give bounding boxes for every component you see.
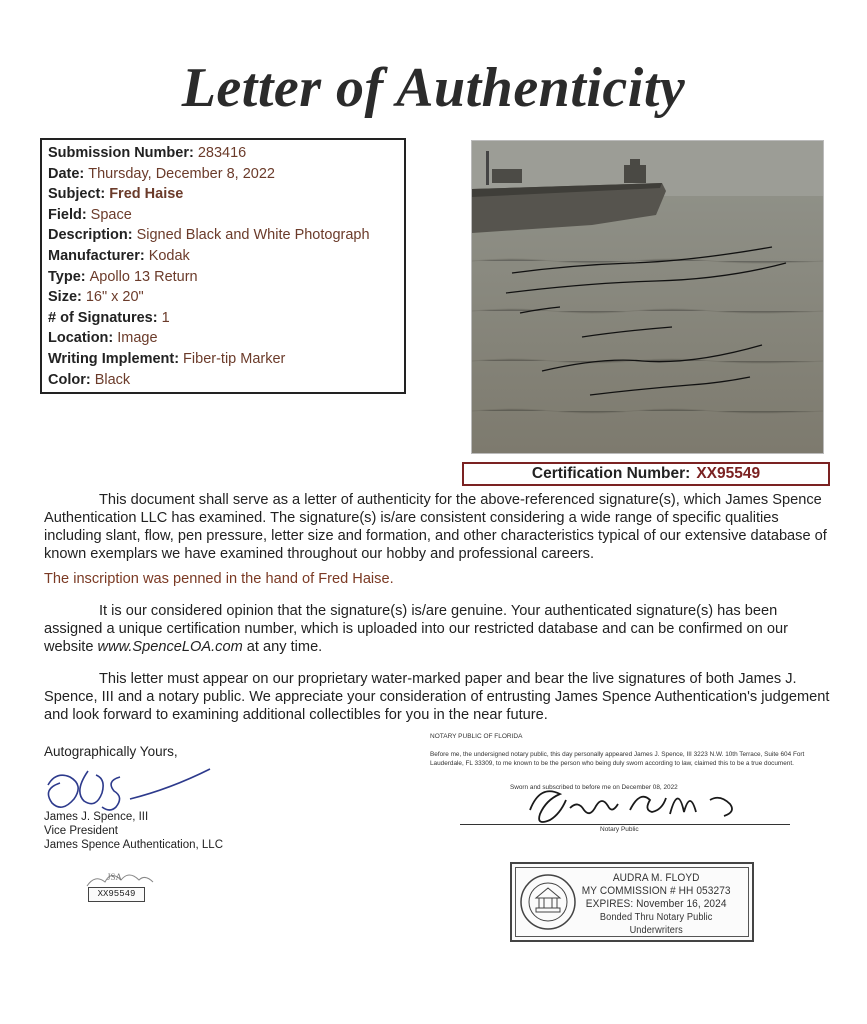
certification-number-box: [462, 462, 830, 486]
signer-info: [44, 810, 223, 852]
detail-value: Black: [94, 371, 131, 388]
paragraph-authenticity-text: This document shall serve as a letter of authenticity for the above-referenced signature(s), which James Spence Authentication LLC has examined. The signature(s) is/are consistent considering a wide range of specific qualities including slant, flow, pen pressure, letter size and formation, and other characteristics typical of our extensive database of known exemplars we have examined throughout our hobby and professional careers.: [44, 492, 827, 562]
detail-value: Thursday, December 8, 2022: [88, 165, 275, 182]
notary-header: NOTARY PUBLIC OF FLORIDA: [430, 733, 523, 740]
notary-seal-icon: [518, 868, 578, 936]
detail-label: Writing Implement:: [48, 350, 180, 367]
paragraph-opinion: [44, 602, 834, 656]
paragraph-opinion-text: It is our considered opinion that the signature(s) is/are genuine. Your authenticated signature(s) has been assigned a unique certification number, which is uploaded into our restricted database and can be confirmed on our website: [44, 603, 788, 655]
detail-row-type: [48, 267, 398, 288]
detail-value: Fiber-tip Marker: [183, 350, 286, 367]
paragraph-inscription: The inscription was penned in the hand of Fred Haise.: [44, 571, 394, 587]
paragraph-watermark: [44, 670, 834, 724]
signer-company: James Spence Authentication, LLC: [44, 839, 224, 851]
spence-signature: [30, 763, 220, 813]
submission-details-box: [40, 138, 406, 394]
detail-row-size: [48, 287, 398, 308]
detail-row-description: [48, 225, 398, 246]
notary-commission: MY COMMISSION # HH 053273: [581, 885, 731, 897]
hologram-number: XX95549: [88, 887, 145, 902]
paragraph-opinion-tail: at any time.: [242, 639, 323, 655]
signoff-block: [44, 744, 304, 759]
notary-name: AUDRA M. FLOYD: [612, 872, 700, 884]
detail-label: Color:: [48, 371, 91, 388]
detail-value: 1: [161, 309, 170, 326]
notary-bonded: Bonded Thru Notary Public Underwriters: [599, 912, 713, 936]
detail-value: Space: [90, 206, 132, 223]
photo-svg: [472, 141, 823, 453]
detail-label: Field:: [48, 206, 87, 223]
detail-row-subject: [48, 184, 398, 205]
notary-stamp: [510, 862, 754, 942]
notary-caption: Notary Public: [600, 826, 639, 833]
photo-sea: [472, 196, 823, 453]
signer-name: James J. Spence, III: [44, 811, 149, 823]
detail-label: Type:: [48, 268, 86, 285]
detail-label: Location:: [48, 330, 114, 347]
detail-value: Apollo 13 Return: [89, 268, 198, 285]
website-link[interactable]: www.SpenceLOA.com: [97, 639, 243, 655]
paragraph-authenticity: [44, 491, 834, 563]
signed-photo-image: [471, 140, 824, 454]
detail-row-date: [48, 164, 398, 185]
detail-label: Size:: [48, 289, 82, 306]
detail-value: Kodak: [148, 247, 190, 264]
notary-statement: Before me, the undersigned notary public, this day personally appeared James J. Spence, III 3223 N.W. 10th Terrace, Suite 604 Fort Lauderdale, FL 33309, to me known to be the person who being duly sworn according to law, claimed this to be a true document.: [430, 751, 805, 767]
detail-value: Fred Haise: [109, 186, 184, 203]
detail-value: Signed Black and White Photograph: [136, 227, 370, 244]
notary-signature-line: [460, 824, 790, 825]
certification-number: XX95549: [696, 465, 761, 482]
notary-signature: [520, 780, 780, 830]
detail-label: Submission Number:: [48, 145, 194, 161]
detail-label: Subject:: [48, 186, 106, 203]
paragraph-watermark-text: This letter must appear on our proprietary water-marked paper and bear the live signatures of both James J. Spence, III and a notary public. We appreciate your consideration of entrusting James Spence Authentication's judgement and look forward to examining additional collectibles for you in the near future.: [44, 671, 830, 723]
detail-row-location: [48, 328, 398, 349]
detail-row-field: [48, 205, 398, 226]
detail-label: Date:: [48, 165, 85, 182]
letter-title: Letter of Authenticity: [181, 57, 686, 119]
notary-sworn-date: Sworn and subscribed to before me on December 08, 2022: [510, 784, 678, 791]
closing-text: Autographically Yours,: [44, 744, 178, 759]
detail-row-manufacturer: [48, 246, 398, 267]
detail-row-submission-number: [48, 143, 398, 164]
detail-label: Description:: [48, 227, 133, 244]
detail-value: 16" x 20": [85, 289, 144, 306]
detail-value: Image: [117, 330, 158, 347]
svg-text:JSA: JSA: [107, 872, 123, 882]
notary-stamp-text: [578, 872, 734, 937]
notary-expiry: EXPIRES: November 16, 2024: [585, 898, 727, 910]
detail-row-signature-count: [48, 308, 398, 329]
detail-value: 283416: [197, 145, 247, 161]
signer-role: Vice President: [44, 825, 118, 837]
detail-row-writing-implement: [48, 349, 398, 370]
certification-label: Certification Number:: [531, 465, 691, 482]
detail-row-color: [48, 370, 398, 391]
detail-label: # of Signatures:: [48, 309, 158, 326]
detail-label: Manufacturer:: [48, 247, 145, 264]
